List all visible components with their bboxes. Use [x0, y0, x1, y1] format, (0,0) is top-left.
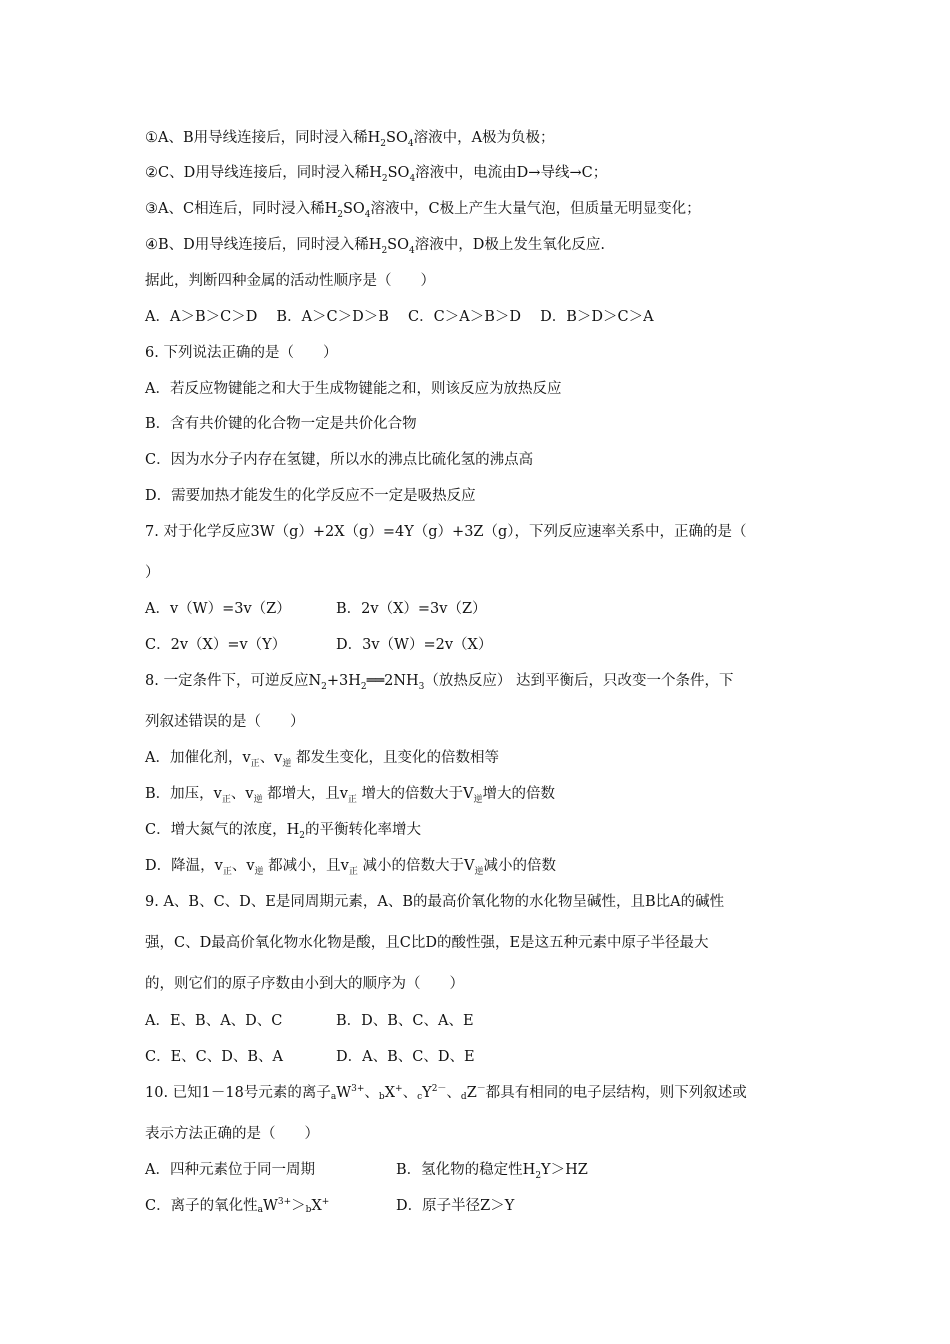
q10-option-c: C．离子的氧化性$aW^{3+}>bX^+$ [145, 1197, 330, 1215]
q5-statement-1: ①A、B用导线连接后，同时浸入稀$H_2SO_4$溶液中，A极为负极； [145, 130, 555, 149]
q7-option-b: B．2v（X）=3v（Z） [336, 601, 487, 617]
q6-stem: 6. 下列说法正确的是（ ） [145, 345, 338, 361]
q5-statement-2: ②C、D用导线连接后，同时浸入稀$H_2SO_4$溶液中，电流由D→导线→C； [145, 165, 608, 184]
q7-option-c: C．2v（X）=v（Y） [145, 637, 287, 653]
q6-option-d: D．需要加热才能发生的化学反应不一定是吸热反应 [145, 488, 476, 504]
q8-stem-line2: 列叙述错误的是（ ） [145, 714, 305, 730]
q10-option-b: B．氢化物的稳定性$H_2Y>HZ$ [396, 1162, 588, 1181]
q9-stem-line2: 强，C、D最高价氧化物水化物是酸，且C比D的酸性强，E是这五种元素中原子半径最大 [145, 935, 709, 951]
q7-stem-line2: ） [145, 565, 160, 581]
q8-stem-line1: 8. 一定条件下，可逆反应$N_2+3H_2══2NH_3$（放热反应） 达到平衡后，只改变一个条件，下 [145, 673, 734, 692]
q9-stem-line1: 9. A、B、C、D、E是同周期元素，A、B的最高价氧化物的水化物呈碱性，且B比A的碱性 [145, 894, 725, 910]
q6-option-c: C．因为水分子内存在氢键，所以水的沸点比硫化氢的沸点高 [145, 452, 534, 468]
q8-option-a: A．加催化剂，$v_正$、$v_逆$ 都发生变化，且变化的倍数相等 [145, 750, 500, 769]
q5-statement-3: ③A、C相连后，同时浸入稀$H_2SO_4$溶液中，C极上产生大量气泡，但质量无明显变化； [145, 201, 701, 220]
q9-option-b: B．D、B、C、A、E [336, 1013, 474, 1029]
q6-option-a: A．若反应物键能之和大于生成物键能之和，则该反应为放热反应 [145, 381, 562, 397]
q8-option-d: D．降温，$v_正$、$v_逆$ 都减小，且$v_正$ 减小的倍数大于$V_逆$减小的倍数 [145, 858, 556, 877]
q10-option-d: D．原子半径Z＞Y [396, 1198, 515, 1214]
q9-option-a: A．E、B、A、D、C [145, 1013, 283, 1029]
q9-stem-line3: 的，则它们的原子序数由小到大的顺序为（ ） [145, 976, 464, 992]
q6-option-b: B．含有共价键的化合物一定是共价化合物 [145, 416, 417, 432]
q7-option-a: A．v（W）=3v（Z） [145, 601, 291, 617]
q7-option-d: D．3v（W）=2v（X） [336, 637, 493, 653]
q7-stem-line1: 7. 对于化学反应3W（g）+2X（g）=4Y（g）+3Z（g），下列反应速率关系中，正确的是（ [145, 524, 747, 540]
q8-option-c: C．增大氮气的浓度，$H_2$的平衡转化率增大 [145, 822, 421, 841]
q9-option-c: C．E、C、D、B、A [145, 1049, 284, 1065]
q5-ask: 据此，判断四种金属的活动性顺序是（ ） [145, 273, 435, 289]
q10-stem-line2: 表示方法正确的是（ ） [145, 1126, 319, 1142]
q10-option-a: A．四种元素位于同一周期 [145, 1162, 315, 1178]
q8-option-b: B．加压，$v_正$、$v_逆$ 都增大，且$v_正$ 增大的倍数大于$V_逆$增大的倍数 [145, 786, 556, 805]
q10-stem-line1: 10. 已知1－18号元素的离子$aW^{3+}$、bX+、$cY^{2-}$、dZ－都具有相同的电子层结构，则下列叙述或 [145, 1084, 747, 1102]
q5-statement-4: ④B、D用导线连接后，同时浸入稀$H_2SO_4$溶液中，D极上发生氧化反应. [145, 237, 605, 256]
q9-option-d: D．A、B、C、D、E [336, 1049, 475, 1065]
q5-options: A．A＞B＞C＞D B．A＞C＞D＞B C．C＞A＞B＞D D．B＞D＞C＞A [145, 309, 654, 325]
